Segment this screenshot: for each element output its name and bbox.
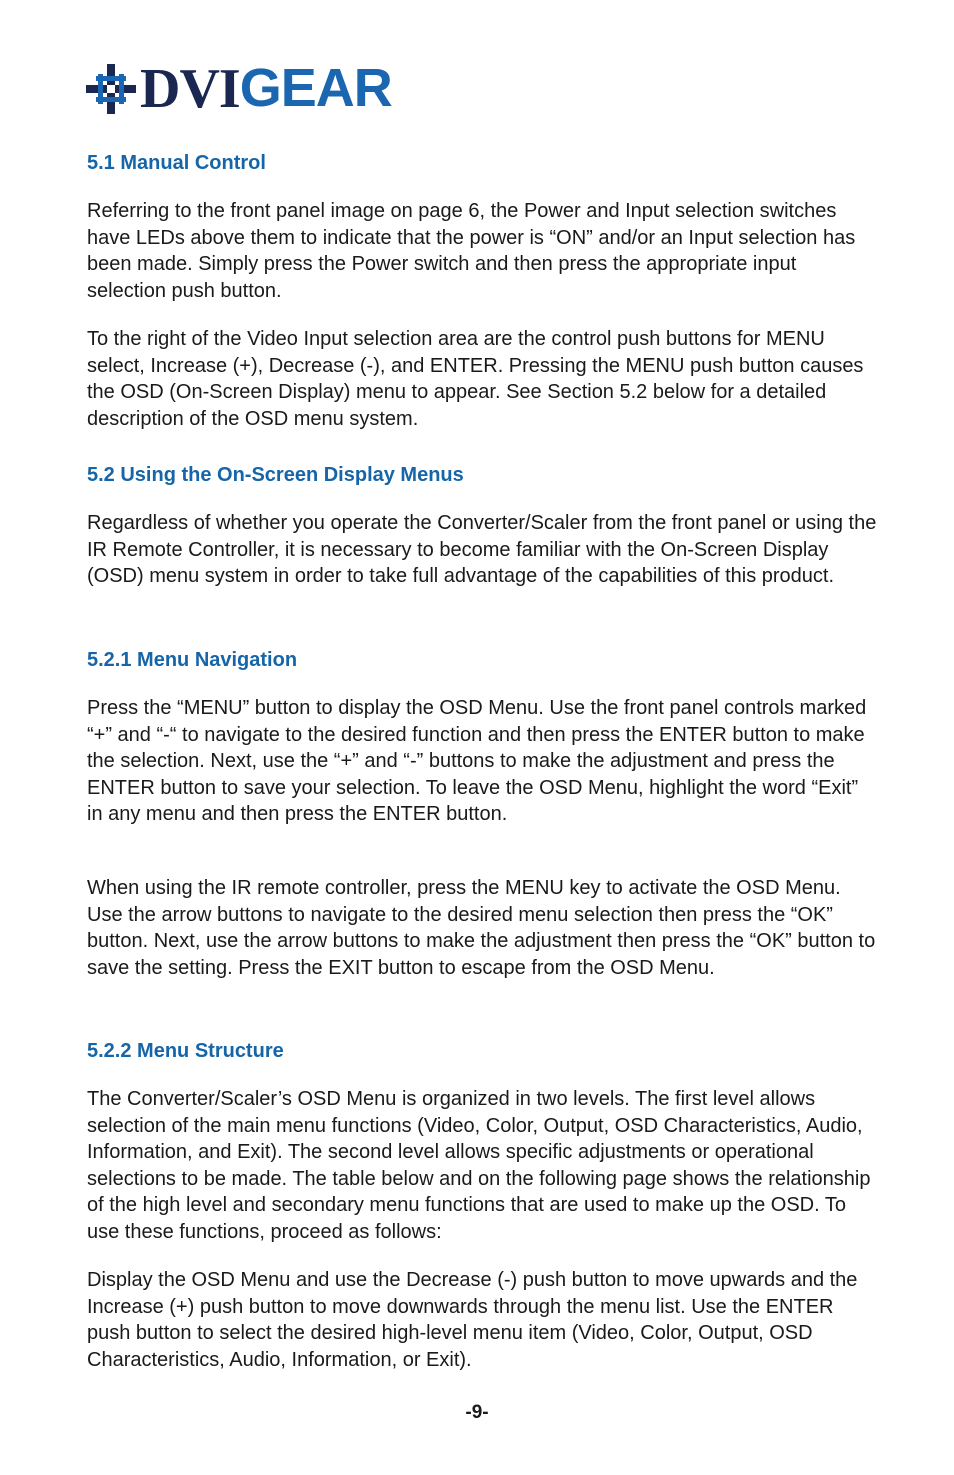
section-heading-menu-structure: 5.2.2 Menu Structure [87,1040,284,1062]
paragraph-menu-navigation-1: Press the “MENU” button to display the OSD Menu. Use the front panel controls marked “+” and “-“ to navigate to the desired function and then press the ENTER button to make the selection. Next, use the “+” and “-” buttons to make the adjustment and press the ENTER button to save your selection. To leave the OSD Menu, highlight the word “Exit” in any menu and then press the ENTER button. [87,697,867,826]
logo-text-dvi: DVI [140,58,240,120]
section-heading-menu-navigation: 5.2.1 Menu Navigation [87,649,298,671]
paragraph-manual-control-1: Referring to the front panel image on page 6, the Power and Input selection switches have LEDs above them to indicate that the power is “ON” and/or an Input selection has been made. Simply press the Power switch and then press the appropriate input selection push button. [87,200,856,302]
page-number: -9- [465,1402,489,1423]
dvigear-logo [84,60,392,118]
paragraph-menu-structure-1: The Converter/Scaler’s OSD Menu is organized in two levels. The first level allows selection of the main menu functions (Video, Color, Output, OSD Characteristics, Audio, Information, and Exit). The second level allows specific adjustments or operational selections to be made. The table below and on the following page shows the relationship of the high level and secondary menu functions that are used to make up the OSD. To use these functions, proceed as follows: [87,1088,871,1243]
paragraph-osd-menus-1: Regardless of whether you operate the Converter/Scaler from the front panel or using the IR Remote Controller, it is necessary to become familiar with the On-Screen Display (OSD) menu system in order to take full advantage of the capabilities of this product. [87,512,877,588]
paragraph-menu-navigation-2: When using the IR remote controller, press the MENU key to activate the OSD Menu. Use the arrow buttons to navigate to the desired menu selection then press the “OK” button. Next, use the arrow buttons to make the adjustment then press the “OK” button to save the setting. Press the EXIT button to escape from the OSD Menu. [87,877,876,979]
section-heading-manual-control: 5.1 Manual Control [87,152,266,174]
paragraph-menu-structure-2: Display the OSD Menu and use the Decrease (-) push button to move upwards and the Increase (+) push button to move downwards through the menu list. Use the ENTER push button to select the desired high-level menu item (Video, Color, Output, OSD Characteristics, Audio, Information, or Exit). [87,1269,858,1371]
logo-wordmark [140,58,392,120]
paragraph-manual-control-2: To the right of the Video Input selection area are the control push buttons for MENU select, Increase (+), Decrease (-), and ENTER. Pressing the MENU push button causes the OSD (On-Screen Display) menu to appear. See Section 5.2 below for a detailed description of the OSD menu system. [87,328,864,430]
cross-plus-logo-icon [84,62,138,116]
logo-text-gear: GEAR [239,58,392,118]
section-heading-osd-menus: 5.2 Using the On-Screen Display Menus [87,464,464,486]
